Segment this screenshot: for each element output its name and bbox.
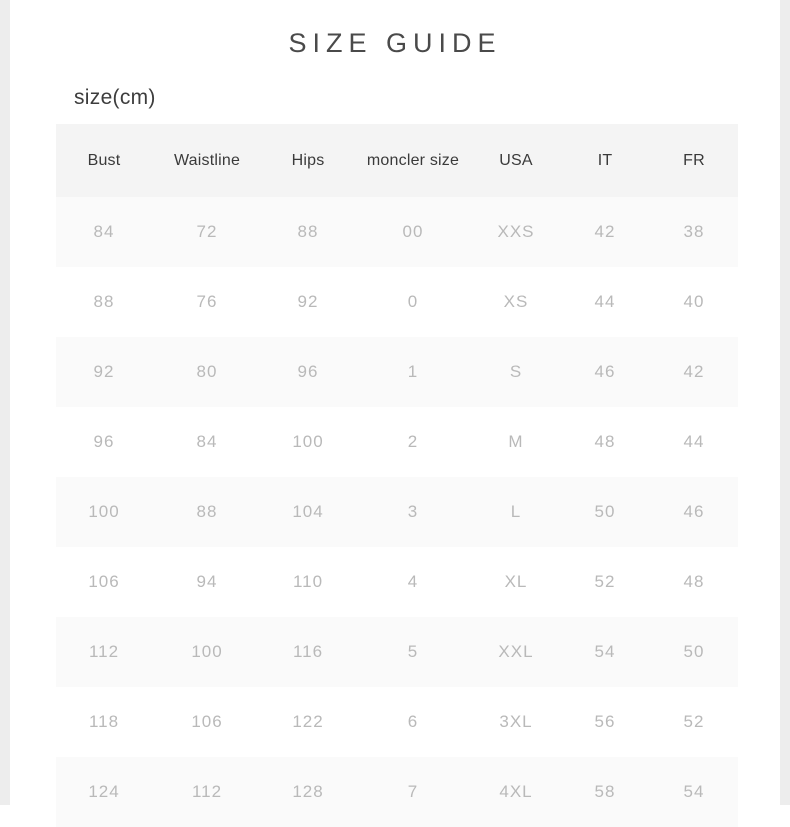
cell-bust: 124 [56, 757, 152, 827]
cell-it: 44 [560, 267, 650, 337]
page-title: SIZE GUIDE [288, 28, 502, 58]
table-row [56, 407, 738, 477]
cell-moncler-size: 7 [354, 757, 472, 827]
cell-fr: 46 [650, 477, 738, 547]
cell-bust: 106 [56, 547, 152, 617]
table-row [56, 337, 738, 407]
cell-moncler-size: 00 [354, 197, 472, 267]
cell-fr: 52 [650, 687, 738, 757]
cell-moncler-size: 6 [354, 687, 472, 757]
cell-usa: M [472, 407, 560, 477]
cell-usa: XS [472, 267, 560, 337]
cell-hips: 122 [262, 687, 354, 757]
cell-it: 50 [560, 477, 650, 547]
table-row [56, 617, 738, 687]
cell-hips: 100 [262, 407, 354, 477]
cell-it: 58 [560, 757, 650, 827]
cell-fr: 44 [650, 407, 738, 477]
cell-hips: 92 [262, 267, 354, 337]
cell-waistline: 94 [152, 547, 262, 617]
table-body [56, 197, 738, 827]
cell-bust: 92 [56, 337, 152, 407]
column-header-bust: Bust [56, 124, 152, 197]
cell-it: 46 [560, 337, 650, 407]
cell-waistline: 106 [152, 687, 262, 757]
table-row [56, 267, 738, 337]
column-header-fr: FR [650, 124, 738, 197]
cell-usa: 3XL [472, 687, 560, 757]
cell-hips: 110 [262, 547, 354, 617]
cell-fr: 40 [650, 267, 738, 337]
cell-waistline: 76 [152, 267, 262, 337]
cell-usa: 4XL [472, 757, 560, 827]
cell-it: 48 [560, 407, 650, 477]
cell-waistline: 88 [152, 477, 262, 547]
cell-bust: 88 [56, 267, 152, 337]
column-header-usa: USA [472, 124, 560, 197]
table-row [56, 477, 738, 547]
cell-moncler-size: 1 [354, 337, 472, 407]
cell-fr: 54 [650, 757, 738, 827]
cell-usa: XXL [472, 617, 560, 687]
cell-bust: 118 [56, 687, 152, 757]
page-edge-left [0, 0, 10, 805]
cell-it: 42 [560, 197, 650, 267]
table-header-row [56, 124, 738, 197]
cell-usa: XXS [472, 197, 560, 267]
table-row [56, 687, 738, 757]
cell-usa: L [472, 477, 560, 547]
cell-fr: 48 [650, 547, 738, 617]
cell-usa: XL [472, 547, 560, 617]
cell-hips: 104 [262, 477, 354, 547]
cell-moncler-size: 4 [354, 547, 472, 617]
cell-waistline: 84 [152, 407, 262, 477]
cell-it: 56 [560, 687, 650, 757]
cell-fr: 38 [650, 197, 738, 267]
cell-it: 52 [560, 547, 650, 617]
cell-bust: 100 [56, 477, 152, 547]
column-header-waistline: Waistline [152, 124, 262, 197]
cell-hips: 96 [262, 337, 354, 407]
page-edge-right [780, 0, 790, 805]
cell-fr: 42 [650, 337, 738, 407]
cell-bust: 84 [56, 197, 152, 267]
cell-hips: 128 [262, 757, 354, 827]
cell-moncler-size: 2 [354, 407, 472, 477]
column-header-it: IT [560, 124, 650, 197]
cell-fr: 50 [650, 617, 738, 687]
unit-label: size(cm) [74, 86, 156, 109]
cell-bust: 96 [56, 407, 152, 477]
size-table [56, 124, 738, 827]
cell-waistline: 80 [152, 337, 262, 407]
cell-hips: 88 [262, 197, 354, 267]
cell-waistline: 72 [152, 197, 262, 267]
cell-usa: S [472, 337, 560, 407]
table-row [56, 757, 738, 827]
table-row [56, 547, 738, 617]
table-row [56, 197, 738, 267]
size-table-container [56, 124, 738, 827]
cell-waistline: 112 [152, 757, 262, 827]
cell-waistline: 100 [152, 617, 262, 687]
cell-bust: 112 [56, 617, 152, 687]
cell-moncler-size: 3 [354, 477, 472, 547]
table-header [56, 124, 738, 197]
cell-moncler-size: 5 [354, 617, 472, 687]
column-header-hips: Hips [262, 124, 354, 197]
column-header-moncler-size: moncler size [354, 124, 472, 197]
cell-hips: 116 [262, 617, 354, 687]
cell-moncler-size: 0 [354, 267, 472, 337]
cell-it: 54 [560, 617, 650, 687]
